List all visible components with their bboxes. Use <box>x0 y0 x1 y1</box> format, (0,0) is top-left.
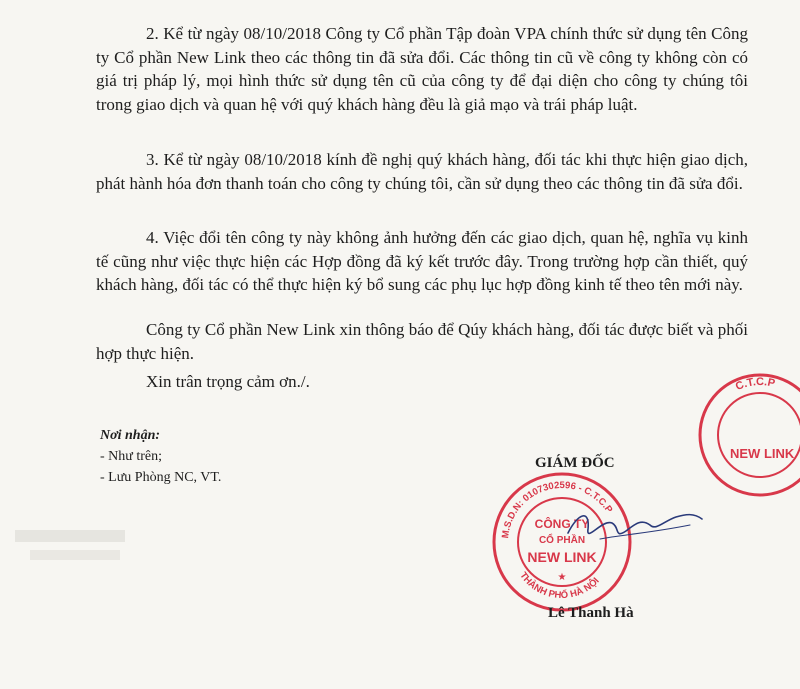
recipients-block <box>100 425 221 488</box>
recipients-title: Nơi nhận: <box>100 428 161 443</box>
stamp-star-icon: ★ <box>557 572 567 583</box>
stamp-ring-text: M.S.D.N: 0107302596 - C.T.C.P <box>500 480 615 540</box>
recipient-item: - Như trên; <box>100 449 163 464</box>
paragraph-4 <box>96 226 748 297</box>
closing-paragraph <box>96 318 748 365</box>
recipient-item: - Lưu Phòng NC, VT. <box>100 470 222 485</box>
closing-paragraph-text: Công ty Cổ phần New Link xin thông báo để Qúy khách hàng, đối tác được biết và phối hợp thực hiện. <box>96 320 748 363</box>
stamp-center-line-1: CÔNG TY <box>534 517 590 531</box>
faint-mark <box>5 510 135 580</box>
thanks-line: Xin trân trọng cảm ơn./. <box>146 372 310 391</box>
signer-name: Lê Thanh Hà <box>548 605 634 621</box>
paragraph-2 <box>96 22 748 116</box>
paragraph-3 <box>96 148 748 195</box>
paragraph-4-text: 4. Việc đổi tên công ty này không ảnh hưởng đến các giao dịch, quan hệ, nghĩa vụ kinh tế cũng như việc thực hiện các Hợp đồng đã ký kết trước đây. Trong trường hợp cần thiết, quý khách hàng, đối tác có thể thực hiện ký bổ sung các phụ lục hợp đồng kinh tế theo tên mới này. <box>96 228 748 294</box>
stamp-corner-partial <box>690 370 800 500</box>
stamp-corner-text: NEW LINK <box>730 446 795 461</box>
stamp-bottom-text: THÀNH PHỐ HÀ NỘI <box>517 570 602 602</box>
stamp-center-line-2: CỔ PHẦN <box>538 535 586 546</box>
paragraph-2-text: 2. Kể từ ngày 08/10/2018 Công ty Cổ phần Tập đoàn VPA chính thức sử dụng tên Công ty Cổ phần New Link theo các thông tin đã sửa đổi. Các thông tin cũ về công ty không còn có giá trị pháp lý, mọi hình thức sử dụng tên cũ của công ty để đại diện cho công ty chúng tôi trong giao dịch và quan hệ với quý khách hàng đều là giả mạo và trái pháp luật. <box>96 24 748 114</box>
director-title: GIÁM ĐỐC <box>535 455 615 471</box>
stamp-corner-ring-text: C.T.C.P <box>733 376 777 394</box>
handwritten-signature <box>560 495 710 555</box>
paragraph-3-text: 3. Kể từ ngày 08/10/2018 kính đề nghị quý khách hàng, đối tác khi thực hiện giao dịch, phát hành hóa đơn thanh toán cho công ty chúng tôi, cần sử dụng theo các thông tin đã sửa đổi. <box>96 150 748 193</box>
stamp-center-line-3: NEW LINK <box>527 549 597 565</box>
